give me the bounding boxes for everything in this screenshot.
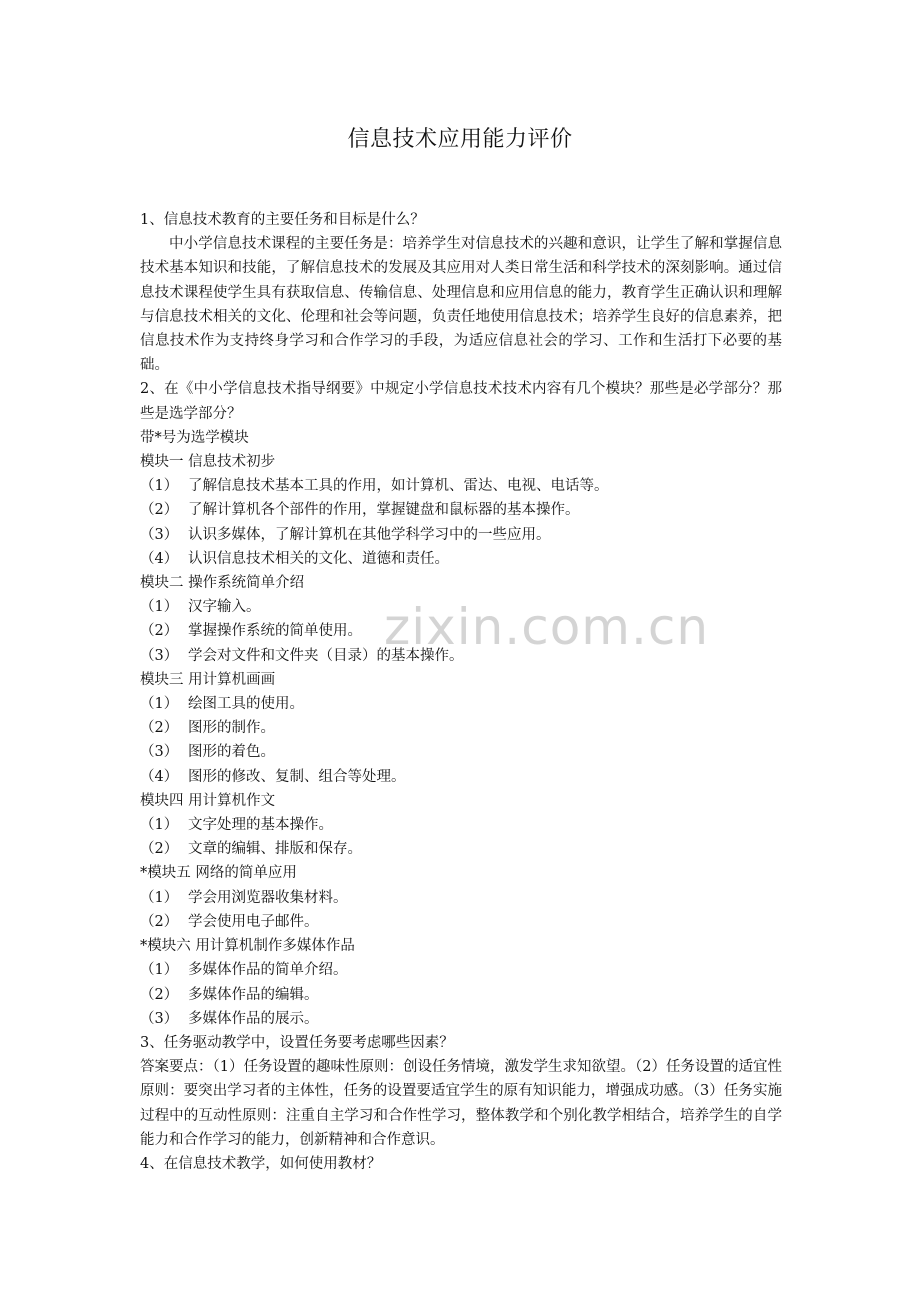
module-item (140, 1007, 782, 1031)
item-text: 认识信息技术相关的文化、道德和责任。 (188, 550, 449, 567)
item-text: 多媒体作品的编辑。 (188, 986, 319, 1003)
item-number: （1） (140, 478, 179, 495)
answer-1: 中小学信息技术课程的主要任务是：培养学生对信息技术的兴趣和意识，让学生了解和掌握信息技术基本知识和技能，了解信息技术的发展及其应用对人类日常生活和科学技术的深刻影响。通过信息技术课程使学生具有获取信息、传输信息、处理信息和应用信息的能力，教育学生正确认识和理解与信息技术相关的文化、伦理和社会等问题，负责任地使用信息技术；培养学生良好的信息素养，把信息技术作为支持终身学习和合作学习的手段，为适应信息社会的学习、工作和生活打下必要的基础。 (140, 236, 782, 374)
module-item (140, 644, 782, 668)
module-5 (140, 861, 782, 934)
item-number: （2） (140, 502, 179, 519)
item-number: （1） (140, 599, 179, 616)
module-item (140, 983, 782, 1007)
module-4 (140, 789, 782, 862)
module-item (140, 958, 782, 982)
item-text: 了解信息技术基本工具的作用，如计算机、雷达、电视、电话等。 (188, 478, 609, 495)
module-item (140, 595, 782, 619)
item-number: （4） (140, 768, 179, 785)
module-title: 模块二 操作系统简单介绍 (140, 575, 305, 592)
module-item (140, 740, 782, 764)
module-item (140, 474, 782, 498)
module-1 (140, 450, 782, 571)
watermark: zixin.com.cn (384, 598, 710, 656)
module-item (140, 765, 782, 789)
question-3: 3、任务驱动教学中，设置任务要考虑哪些因素？ (140, 1034, 454, 1051)
answer-3: 答案要点：（1）任务设置的趣味性原则：创设任务情境，激发学生求知欲望。（2）任务设置的适宜性原则：要突出学习者的主体性，任务的设置要适宜学生的原有知识能力，增强成功感。（3）任务实施过程中的互动性原则：注重自主学习和合作性学习，整体教学和个别化教学相结合，培养学生的自学能力和合作学习的能力，创新精神和合作意识。 (140, 1059, 782, 1148)
module-item (140, 692, 782, 716)
item-number: （1） (140, 962, 179, 979)
question-4: 4、在信息技术教学，如何使用教材？ (140, 1155, 382, 1172)
item-number: （1） (140, 889, 179, 906)
module-item (140, 886, 782, 910)
item-number: （2） (140, 623, 179, 640)
module-item (140, 813, 782, 837)
item-number: （3） (140, 744, 179, 761)
item-text: 多媒体作品的简单介绍。 (188, 962, 348, 979)
item-text: 认识多媒体，了解计算机在其他学科学习中的一些应用。 (188, 526, 551, 543)
item-text: 文章的编辑、排版和保存。 (188, 841, 362, 858)
module-item (140, 619, 782, 643)
item-text: 掌握操作系统的简单使用。 (188, 623, 362, 640)
item-number: （3） (140, 526, 179, 543)
module-6 (140, 934, 782, 1031)
document-body (140, 208, 782, 1176)
item-text: 图形的制作。 (188, 720, 275, 737)
module-title: 模块三 用计算机画画 (140, 671, 276, 688)
item-text: 了解计算机各个部件的作用，掌握键盘和鼠标器的基本操作。 (188, 502, 580, 519)
optional-module-note: 带*号为选学模块 (140, 429, 249, 446)
item-number: （2） (140, 841, 179, 858)
module-item (140, 523, 782, 547)
item-number: （1） (140, 817, 179, 834)
item-number: （4） (140, 550, 179, 567)
module-2 (140, 571, 782, 668)
item-text: 学会使用电子邮件。 (188, 913, 319, 930)
item-number: （2） (140, 720, 179, 737)
module-item (140, 547, 782, 571)
item-number: （2） (140, 913, 179, 930)
item-text: 学会对文件和文件夹（目录）的基本操作。 (188, 647, 464, 664)
module-title: 模块四 用计算机作文 (140, 792, 276, 809)
item-number: （2） (140, 986, 179, 1003)
item-text: 多媒体作品的展示。 (188, 1010, 319, 1027)
module-item (140, 837, 782, 861)
question-1: 1、信息技术教育的主要任务和目标是什么？ (140, 212, 425, 228)
item-text: 绘图工具的使用。 (188, 696, 304, 713)
module-item (140, 716, 782, 740)
item-text: 汉字输入。 (188, 599, 261, 616)
module-title: *模块六 用计算机制作多媒体作品 (140, 938, 355, 955)
module-title: 模块一 信息技术初步 (140, 454, 276, 471)
item-number: （3） (140, 647, 179, 664)
module-item (140, 910, 782, 934)
item-text: 图形的着色。 (188, 744, 275, 761)
document-title: 信息技术应用能力评价 (347, 127, 573, 152)
question-2: 2、在《中小学信息技术指导纲要》中规定小学信息技术技术内容有几个模块？那些是必学部分？那些是选学部分？ (140, 381, 782, 422)
item-number: （3） (140, 1010, 179, 1027)
module-title: *模块五 网络的简单应用 (140, 865, 297, 882)
item-text: 图形的修改、复制、组合等处理。 (188, 768, 406, 785)
module-3 (140, 668, 782, 789)
item-text: 学会用浏览器收集材料。 (188, 889, 348, 906)
item-number: （1） (140, 696, 179, 713)
module-item (140, 498, 782, 522)
item-text: 文字处理的基本操作。 (188, 817, 333, 834)
